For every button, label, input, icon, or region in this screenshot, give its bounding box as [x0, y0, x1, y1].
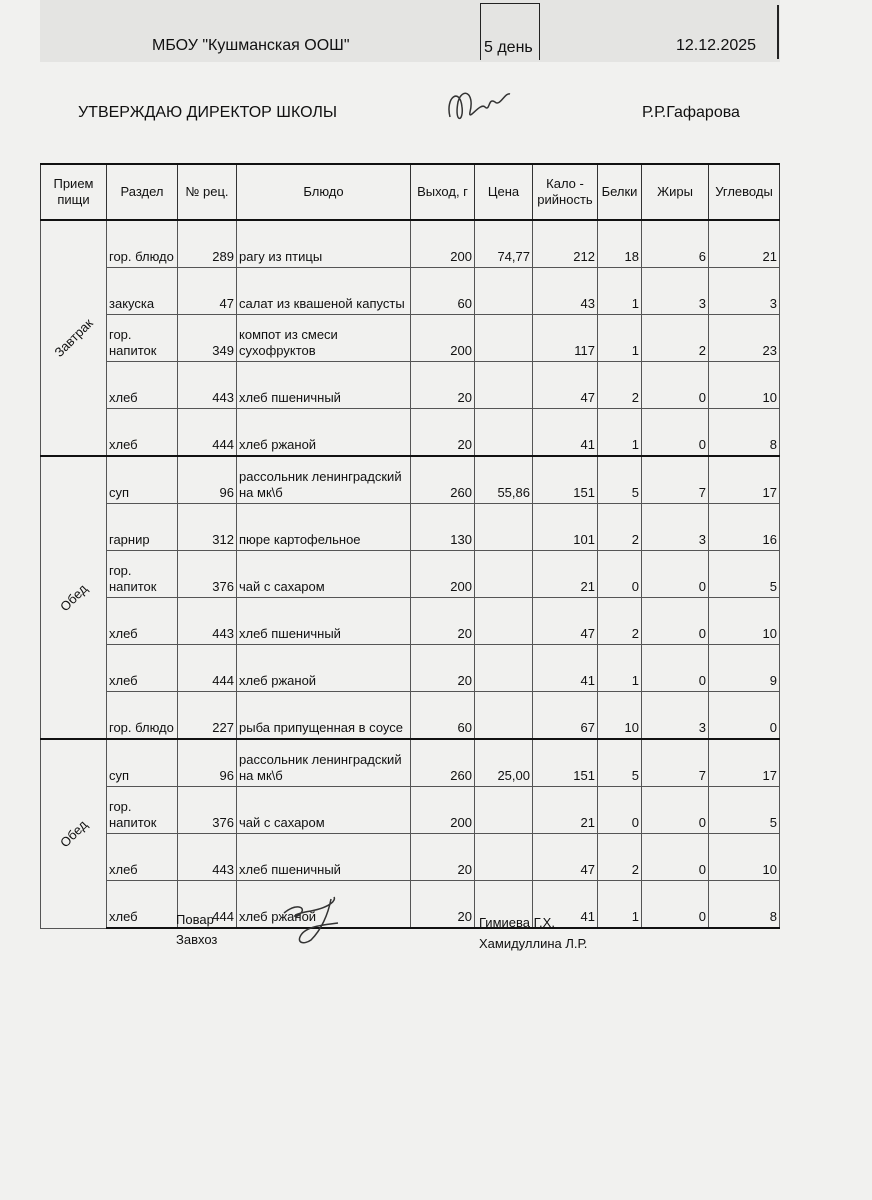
cell-recipe: 443 [178, 834, 237, 881]
cell-calories: 47 [533, 598, 598, 645]
cell-carbs: 10 [709, 834, 780, 881]
table-row [41, 362, 780, 409]
cell-section: хлеб [107, 645, 178, 692]
cell-proteins: 2 [598, 834, 642, 881]
school-name: МБОУ "Кушманская ООШ" [152, 37, 350, 54]
cell-fats: 6 [642, 220, 709, 268]
cell-proteins: 0 [598, 787, 642, 834]
cell-calories: 21 [533, 787, 598, 834]
cell-fats: 0 [642, 645, 709, 692]
cell-dish: пюре картофельное [237, 504, 411, 551]
cell-price [475, 645, 533, 692]
col-output: Выход, г [411, 164, 475, 220]
cell-output: 60 [411, 692, 475, 740]
cell-proteins: 2 [598, 598, 642, 645]
menu-date: 12.12.2025 [676, 37, 757, 54]
cell-proteins: 1 [598, 315, 642, 362]
staff-signature [276, 895, 366, 950]
cell-carbs: 8 [709, 409, 780, 457]
table-row [41, 551, 780, 598]
cell-recipe: 443 [178, 598, 237, 645]
cell-carbs: 9 [709, 645, 780, 692]
table-row [41, 409, 780, 457]
table-row [41, 881, 780, 929]
cell-section: хлеб [107, 834, 178, 881]
cell-dish: компот из смеси сухофруктов [237, 315, 411, 362]
cell-output: 200 [411, 787, 475, 834]
cell-dish: рассольник ленинградский на мк\б [237, 739, 411, 787]
cell-fats: 7 [642, 456, 709, 504]
cell-section: гарнир [107, 504, 178, 551]
cell-dish: хлеб пшеничный [237, 362, 411, 409]
cell-output: 130 [411, 504, 475, 551]
cell-output: 260 [411, 456, 475, 504]
cell-calories: 43 [533, 268, 598, 315]
cell-calories: 67 [533, 692, 598, 740]
cell-calories: 101 [533, 504, 598, 551]
cell-price: 55,86 [475, 456, 533, 504]
cell-fats: 2 [642, 315, 709, 362]
cell-price [475, 551, 533, 598]
meal-group-cell [41, 220, 107, 456]
col-calories: Кало - рийность [533, 164, 598, 220]
meal-group-cell [41, 739, 107, 928]
cell-section: хлеб [107, 362, 178, 409]
cell-proteins: 1 [598, 409, 642, 457]
cell-output: 20 [411, 881, 475, 929]
cell-dish: хлеб пшеничный [237, 834, 411, 881]
table-row [41, 456, 780, 504]
cell-section: хлеб [107, 881, 178, 929]
cell-proteins: 2 [598, 504, 642, 551]
cell-calories: 41 [533, 881, 598, 929]
col-proteins: Белки [598, 164, 642, 220]
day-label [480, 3, 540, 60]
cell-carbs: 10 [709, 362, 780, 409]
cell-dish: рассольник ленинградский на мк\б [237, 456, 411, 504]
col-section: Раздел [107, 164, 178, 220]
cell-price [475, 409, 533, 457]
cell-section: хлеб [107, 598, 178, 645]
cell-carbs: 23 [709, 315, 780, 362]
cell-price: 74,77 [475, 220, 533, 268]
cell-recipe: 444 [178, 645, 237, 692]
header-shade [40, 0, 780, 62]
day-text: 5 день [484, 39, 533, 56]
cell-proteins: 1 [598, 881, 642, 929]
cell-dish: хлеб ржаной [237, 881, 411, 929]
cell-price [475, 692, 533, 740]
storekeeper-role: Завхоз [176, 932, 218, 947]
cell-section: гор. напиток [107, 787, 178, 834]
cell-output: 200 [411, 315, 475, 362]
table-row [41, 692, 780, 740]
cell-fats: 3 [642, 692, 709, 740]
cell-recipe: 289 [178, 220, 237, 268]
cell-price [475, 315, 533, 362]
cell-calories: 151 [533, 456, 598, 504]
director-name: Р.Р.Гафарова [642, 104, 740, 121]
cell-output: 200 [411, 551, 475, 598]
cell-recipe: 349 [178, 315, 237, 362]
table-row [41, 598, 780, 645]
cell-fats: 0 [642, 787, 709, 834]
table-row [41, 504, 780, 551]
cell-section: гор. напиток [107, 551, 178, 598]
cell-price [475, 268, 533, 315]
meal-group-cell [41, 456, 107, 739]
table-header-row [41, 164, 780, 220]
cell-output: 260 [411, 739, 475, 787]
table-row [41, 739, 780, 787]
cell-proteins: 5 [598, 739, 642, 787]
menu-table [40, 163, 780, 929]
cell-recipe: 96 [178, 739, 237, 787]
col-meal: Прием пищи [41, 164, 107, 220]
meal-label: Обед [56, 816, 90, 850]
cell-dish: рыба припущенная в соусе [237, 692, 411, 740]
cell-fats: 0 [642, 362, 709, 409]
cell-fats: 3 [642, 504, 709, 551]
table-row [41, 834, 780, 881]
cell-carbs: 5 [709, 787, 780, 834]
cell-recipe: 376 [178, 787, 237, 834]
table-row [41, 268, 780, 315]
cell-section: суп [107, 456, 178, 504]
cell-fats: 0 [642, 551, 709, 598]
cell-section: гор. напиток [107, 315, 178, 362]
cell-proteins: 1 [598, 268, 642, 315]
meal-label: Завтрак [50, 315, 96, 360]
cell-recipe: 444 [178, 881, 237, 929]
cook-role: Повар [176, 912, 214, 927]
cell-fats: 0 [642, 834, 709, 881]
cell-output: 20 [411, 834, 475, 881]
cell-section: гор. блюдо [107, 220, 178, 268]
cell-dish: чай с сахаром [237, 787, 411, 834]
cell-proteins: 10 [598, 692, 642, 740]
menu-body [41, 220, 780, 928]
table-row [41, 315, 780, 362]
cell-dish: хлеб ржаной [237, 645, 411, 692]
cell-output: 20 [411, 362, 475, 409]
cell-carbs: 10 [709, 598, 780, 645]
col-fats: Жиры [642, 164, 709, 220]
approval-line: УТВЕРЖДАЮ ДИРЕКТОР ШКОЛЫ [78, 104, 338, 121]
cell-calories: 151 [533, 739, 598, 787]
cell-proteins: 2 [598, 362, 642, 409]
director-signature [440, 82, 520, 132]
cell-carbs: 3 [709, 268, 780, 315]
cell-recipe: 376 [178, 551, 237, 598]
cell-proteins: 18 [598, 220, 642, 268]
cell-recipe: 443 [178, 362, 237, 409]
cell-price [475, 834, 533, 881]
cell-proteins: 0 [598, 551, 642, 598]
cell-dish: хлеб ржаной [237, 409, 411, 457]
cell-fats: 3 [642, 268, 709, 315]
cell-price [475, 598, 533, 645]
storekeeper-name: Хамидуллина Л.Р. [479, 936, 588, 951]
cell-calories: 47 [533, 362, 598, 409]
cell-recipe: 312 [178, 504, 237, 551]
cell-section: хлеб [107, 409, 178, 457]
cell-recipe: 47 [178, 268, 237, 315]
cell-fats: 0 [642, 409, 709, 457]
cell-fats: 0 [642, 881, 709, 929]
cell-section: суп [107, 739, 178, 787]
cell-output: 20 [411, 409, 475, 457]
col-carbs: Углеводы [709, 164, 780, 220]
cell-fats: 7 [642, 739, 709, 787]
cell-price [475, 362, 533, 409]
cell-recipe: 96 [178, 456, 237, 504]
cell-output: 20 [411, 598, 475, 645]
cell-calories: 117 [533, 315, 598, 362]
meal-label: Обед [56, 580, 90, 614]
cell-proteins: 1 [598, 645, 642, 692]
cell-carbs: 16 [709, 504, 780, 551]
cell-carbs: 17 [709, 739, 780, 787]
table-row [41, 787, 780, 834]
cell-carbs: 0 [709, 692, 780, 740]
cell-calories: 47 [533, 834, 598, 881]
cell-section: закуска [107, 268, 178, 315]
col-dish: Блюдо [237, 164, 411, 220]
cell-price [475, 787, 533, 834]
cell-dish: салат из квашеной капусты [237, 268, 411, 315]
header-right-rule [777, 5, 779, 59]
cell-output: 200 [411, 220, 475, 268]
col-recipe: № рец. [178, 164, 237, 220]
cell-carbs: 8 [709, 881, 780, 929]
cell-output: 20 [411, 645, 475, 692]
col-price: Цена [475, 164, 533, 220]
cell-recipe: 444 [178, 409, 237, 457]
cell-calories: 212 [533, 220, 598, 268]
cell-dish: рагу из птицы [237, 220, 411, 268]
cook-name: Гимиева Г.Х. [479, 915, 555, 930]
cell-dish: чай с сахаром [237, 551, 411, 598]
cell-price: 25,00 [475, 739, 533, 787]
cell-calories: 41 [533, 409, 598, 457]
cell-dish: хлеб пшеничный [237, 598, 411, 645]
cell-section: гор. блюдо [107, 692, 178, 740]
cell-carbs: 17 [709, 456, 780, 504]
cell-recipe: 227 [178, 692, 237, 740]
table-row [41, 220, 780, 268]
cell-output: 60 [411, 268, 475, 315]
cell-carbs: 21 [709, 220, 780, 268]
cell-calories: 41 [533, 645, 598, 692]
cell-price [475, 504, 533, 551]
cell-fats: 0 [642, 598, 709, 645]
table-row [41, 645, 780, 692]
cell-calories: 21 [533, 551, 598, 598]
cell-proteins: 5 [598, 456, 642, 504]
cell-carbs: 5 [709, 551, 780, 598]
